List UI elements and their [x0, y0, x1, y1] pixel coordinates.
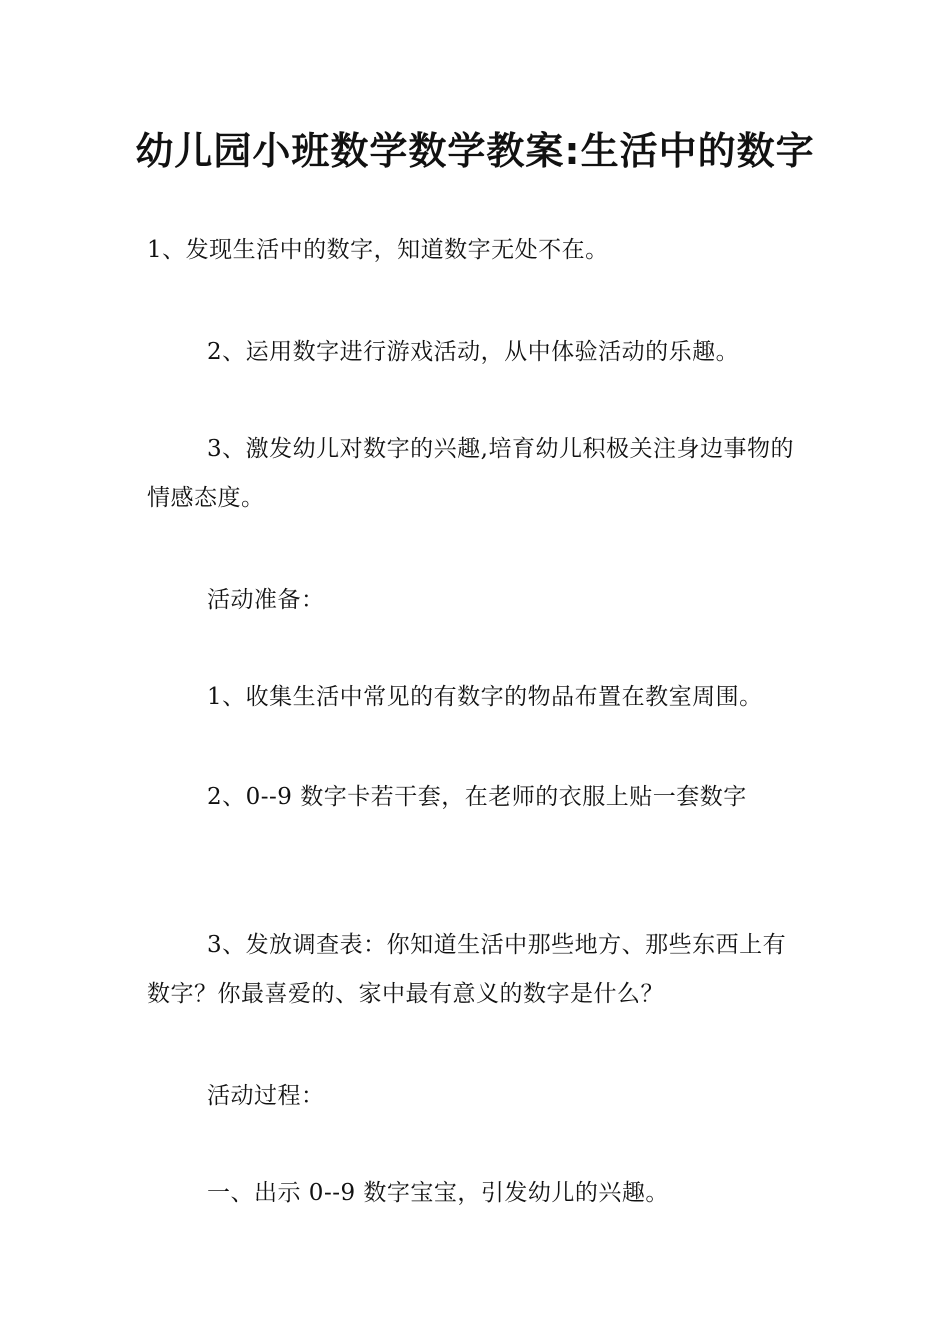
section-heading-process: 活动过程：: [207, 1083, 325, 1109]
goal-paragraph-3: 3、激发幼儿对数字的兴趣,培育幼儿积极关注身边事物的情感态度。: [147, 436, 794, 511]
process-step-1: 一、出示 0--9 数字宝宝，引发幼儿的兴趣。: [207, 1180, 669, 1206]
preparation-item-2: 2、0--9 数字卡若干套，在老师的衣服上贴一套数字: [207, 784, 747, 810]
preparation-item-1: 1、收集生活中常见的有数字的物品布置在教室周围。: [207, 684, 763, 710]
section-heading-preparation: 活动准备：: [207, 587, 325, 613]
goal-paragraph-1: 1、发现生活中的数字，知道数字无处不在。: [147, 237, 609, 263]
document-title: 幼儿园小班数学数学教案:生活中的数字: [135, 129, 815, 173]
goal-paragraph-2: 2、运用数字进行游戏活动，从中体验活动的乐趣。: [207, 339, 740, 365]
preparation-item-3: 3、发放调查表：你知道生活中那些地方、那些东西上有数字？你最喜爱的、家中最有意义的数字是什么？: [147, 932, 787, 1007]
